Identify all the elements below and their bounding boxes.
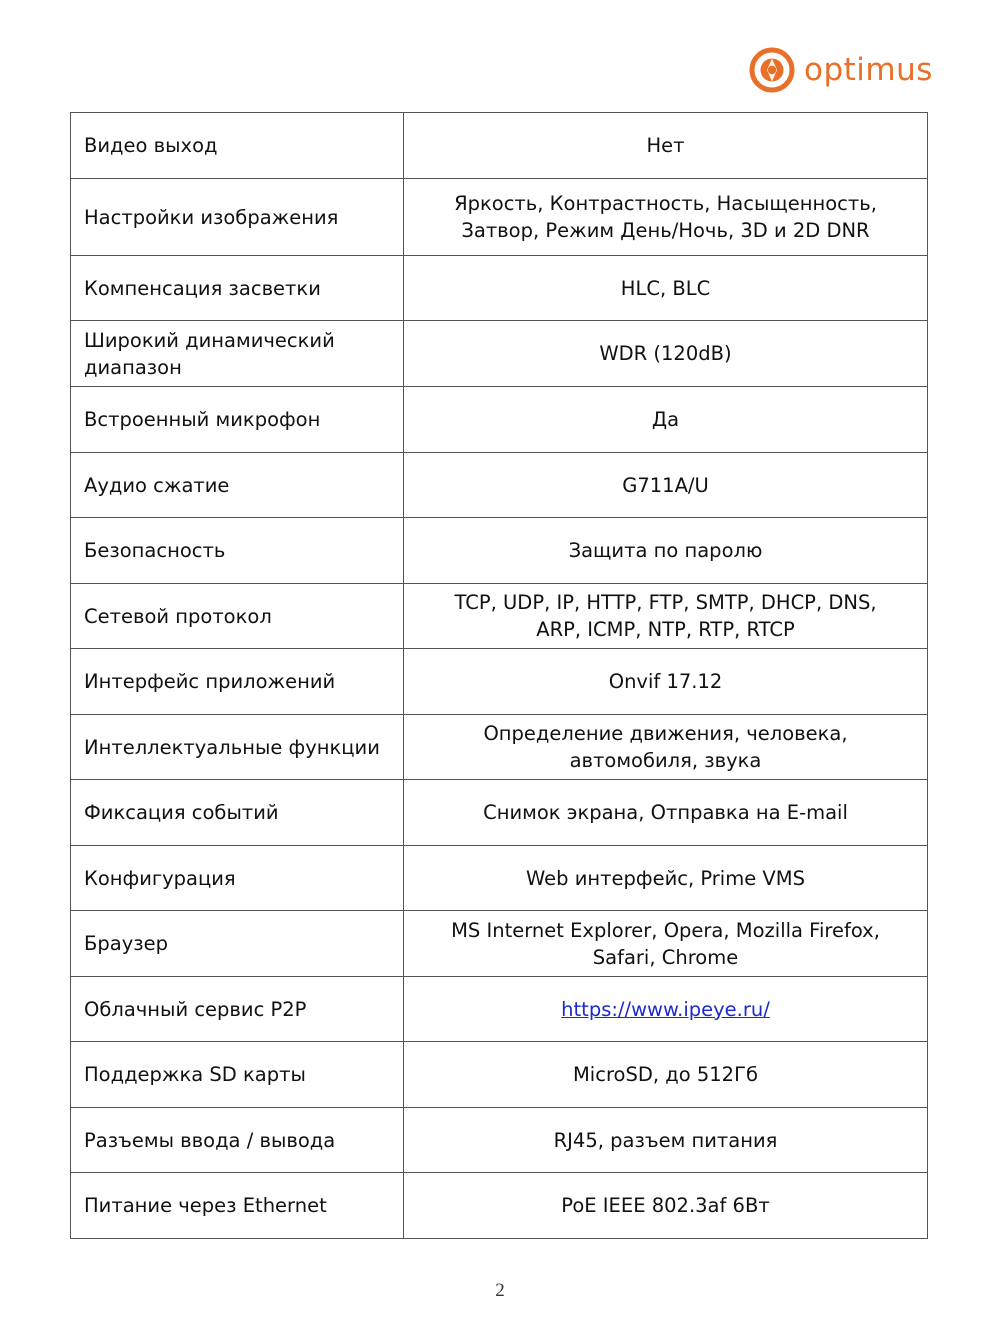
value-line: ARP, ICMP, NTP, RTP, RTCP	[536, 618, 795, 641]
param-name: Поддержка SD карты	[71, 1042, 404, 1108]
spec-table	[70, 112, 928, 1239]
table-row	[71, 846, 928, 911]
value-line: Safari, Chrome	[592, 945, 739, 969]
brand-name: optimus	[804, 52, 933, 88]
page-number: 2	[495, 1280, 505, 1301]
table-row	[71, 780, 928, 846]
table-row	[71, 1042, 928, 1108]
table-row	[71, 649, 928, 715]
param-value: PoE IEEE 802.3af 6Вт	[404, 1173, 928, 1239]
param-line: Широкий динамический	[84, 328, 335, 352]
param-name: Разъемы ввода / вывода	[71, 1108, 404, 1173]
param-value: Нет	[404, 113, 928, 179]
table-row	[71, 518, 928, 584]
param-value: G711A/U	[404, 453, 928, 518]
param-value	[404, 977, 928, 1042]
table-row	[71, 715, 928, 780]
param-name: Конфигурация	[71, 846, 404, 911]
table-row	[71, 977, 928, 1042]
value-line: Затвор, Режим День/Ночь, 3D и 2D DNR	[461, 219, 870, 242]
param-value: Web интерфейс, Prime VMS	[404, 846, 928, 911]
ipeye-link[interactable]: https://www.ipeye.ru/	[561, 997, 770, 1021]
param-value: Защита по паролю	[404, 518, 928, 584]
param-value	[404, 584, 928, 649]
param-value	[404, 911, 928, 977]
param-name: Интеллектуальные функции	[71, 715, 404, 780]
param-name: Безопасность	[71, 518, 404, 584]
table-row	[71, 113, 928, 179]
table-row	[71, 453, 928, 518]
param-value: MicroSD, до 512Гб	[404, 1042, 928, 1108]
param-value: Снимок экрана, Отправка на E-mail	[404, 780, 928, 846]
table-row	[71, 1108, 928, 1173]
table-row	[71, 256, 928, 321]
param-value	[404, 715, 928, 780]
param-line: диапазон	[84, 355, 182, 379]
param-name	[71, 321, 404, 387]
table-row	[71, 584, 928, 649]
param-value: Да	[404, 387, 928, 453]
table-row	[71, 321, 928, 387]
value-line: автомобиля, звука	[569, 749, 762, 772]
param-value: WDR (120dB)	[404, 321, 928, 387]
param-name: Настройки изображения	[71, 179, 404, 256]
table-row	[71, 911, 928, 977]
param-name: Сетевой протокол	[71, 584, 404, 649]
param-name: Фиксация событий	[71, 780, 404, 846]
param-name: Браузер	[71, 911, 404, 977]
table-row	[71, 179, 928, 256]
param-value: Onvif 17.12	[404, 649, 928, 715]
value-line: Яркость, Контрастность, Насыщенность,	[454, 192, 877, 215]
param-name: Компенсация засветки	[71, 256, 404, 321]
param-name: Питание через Ethernet	[71, 1173, 404, 1239]
table-row	[71, 1173, 928, 1239]
value-line: TCP, UDP, IP, HTTP, FTP, SMTP, DHCP, DNS,	[454, 591, 877, 614]
param-name: Интерфейс приложений	[71, 649, 404, 715]
value-line: Определение движения, человека,	[483, 722, 848, 745]
param-name: Облачный сервис P2P	[71, 977, 404, 1042]
value-line: MS Internet Explorer, Opera, Mozilla Firefox,	[451, 918, 880, 942]
brand-logo	[748, 44, 933, 96]
table-row	[71, 387, 928, 453]
optimus-aperture-icon	[748, 46, 796, 94]
param-name: Аудио сжатие	[71, 453, 404, 518]
param-name: Видео выход	[71, 113, 404, 179]
param-value: HLC, BLC	[404, 256, 928, 321]
param-value	[404, 179, 928, 256]
param-value: RJ45, разъем питания	[404, 1108, 928, 1173]
param-name: Встроенный микрофон	[71, 387, 404, 453]
